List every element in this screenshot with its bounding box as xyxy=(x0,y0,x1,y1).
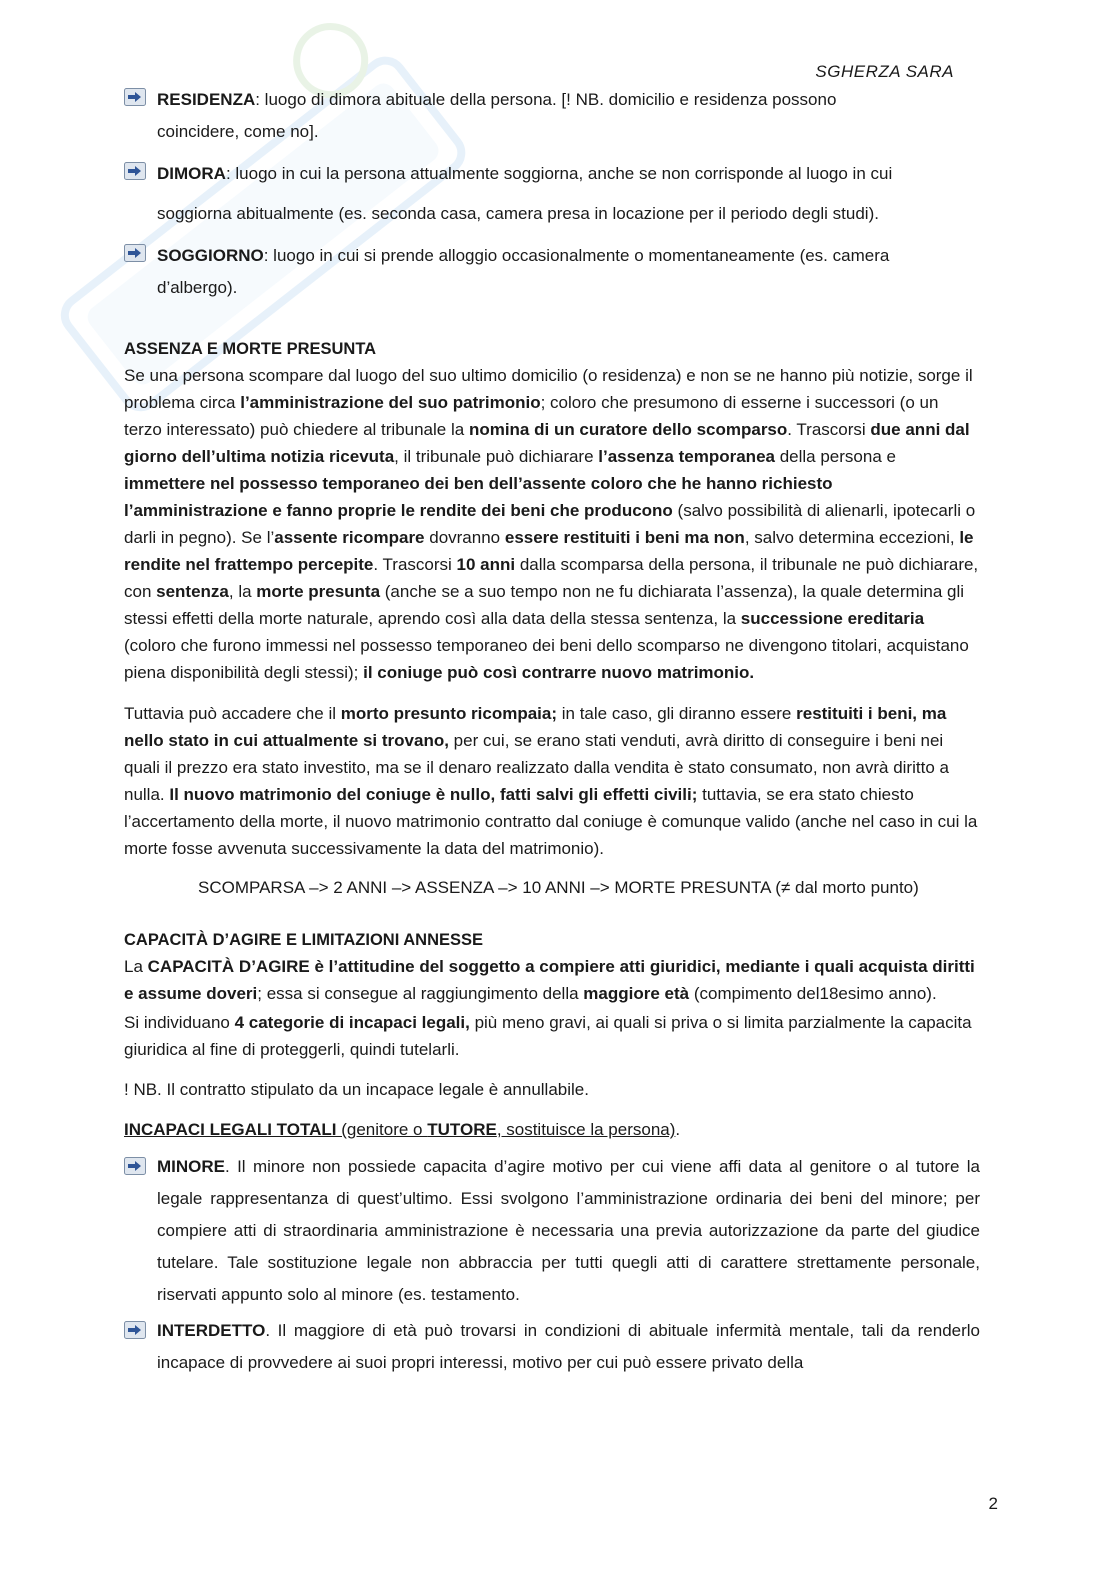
paragraph-assenza-1: Se una persona scompare dal luogo del suo ultimo domicilio (o residenza) e non se ne hanno più notizie, sorge il problema circa l’amministrazione del suo patrimonio; coloro che presumono di esserne i successori (o un terzo interessato) può chiedere al tribunale la nomina di un curatore dello scomparso. Trascorsi due anni dal giorno dell’ultima notizia ricevuta, il tribunale può dichiarare l’assenza temporanea della persona e immettere nel possesso temporaneo dei ben dell’assente coloro che he hanno richiesto l’amministrazione e fanno proprie le rendite dei beni che producono (salvo possibilità di alienarli, ipotecarli o darli in pegno). Se l’assente ricompare dovranno essere restituiti i beni ma non, salvo determina eccezioni, le rendite nel frattempo percepite. Trascorsi 10 anni dalla scomparsa della persona, il tribunale ne può dichiarare, con sentenza, la morte presunta (anche se a suo tempo non ne fu dichiarata l’assenza), la quale determina gli stessi effetti della morte naturale, aprendo così alla data della stessa sentenza, la successione ereditaria (coloro che furono immessi nel possesso temporaneo dei beni dello scomparso ne divengono titolari, acquistano piena disponibilità degli stessi); il coniuge può così contrarre nuovo matrimonio. xyxy=(124,366,979,682)
definition-line-2: coincidere, come no]. xyxy=(157,122,319,141)
term: SOGGIORNO xyxy=(157,246,264,265)
main-content xyxy=(124,84,980,1379)
bullet-minore xyxy=(124,1153,980,1311)
bullet-interdetto xyxy=(124,1317,980,1379)
definition: . Il maggiore di età può trovarsi in condizioni di abituale infermità mentale, tali da renderlo incapace di provvedere ai suoi propri interessi, motivo per cui può essere privato della xyxy=(157,1321,980,1372)
flow-summary: SCOMPARSA –> 2 ANNI –> ASSENZA –> 10 ANNI –> MORTE PRESUNTA (≠ dal morto punto) xyxy=(198,878,919,897)
section-heading-assenza: ASSENZA E MORTE PRESUNTA xyxy=(124,340,377,358)
arrow-right-icon xyxy=(124,162,146,180)
arrow-right-icon xyxy=(124,244,146,262)
header-author: SGHERZA SARA xyxy=(815,62,954,81)
bullet-soggiorno xyxy=(124,240,980,304)
paragraph-capacita-2: Si individuano 4 categorie di incapaci legali, più meno gravi, ai quali si priva o si limita parzialmente la capacita giuridica al fine di proteggerli, quindi tutelarli. xyxy=(124,1013,972,1059)
page-number: 2 xyxy=(988,1494,998,1513)
definition-line-2: soggiorna abitualmente (es. seconda casa, camera presa in locazione per il periodo degli studi). xyxy=(157,204,879,223)
bullet-residenza xyxy=(124,84,980,148)
incapaci-totali-line: INCAPACI LEGALI TOTALI (genitore o TUTORE, sostituisce la persona). xyxy=(124,1120,681,1139)
term: DIMORA xyxy=(157,164,226,183)
paragraph-assenza-2: Tuttavia può accadere che il morto presunto ricompaia; in tale caso, gli diranno essere restituiti i beni, ma nello stato in cui attualmente si trovano, per cui, se erano stati venduti, avrà diritto di conseguire i beni nei quali il prezzo era stato investito, ma se il denaro realizzato dalla vendita è stato consumato, non avrà diritto a nulla. Il nuovo matrimonio del coniuge è nullo, fatti salvi gli effetti civili; tuttavia, se era stato chiesto l’accertamento della morte, il nuovo matrimonio contratto dal coniuge è comunque valido (anche nel caso in cui la morte fosse avvenuta successivamente la data del matrimonio). xyxy=(124,704,978,858)
note-contratto: ! NB. Il contratto stipulato da un incapace legale è annullabile. xyxy=(124,1080,589,1099)
arrow-right-icon xyxy=(124,1157,146,1175)
term: MINORE xyxy=(157,1157,225,1176)
definition-line-2: d’albergo). xyxy=(157,278,238,297)
definition-line-1: : luogo in cui si prende alloggio occasionalmente o momentaneamente (es. camera xyxy=(263,246,890,265)
definition: . Il minore non possiede capacita d’agire motivo per cui viene affi data al genitore o al tutore la legale rappresentanza di quest’ultimo. Essi svolgono l’amministrazione ordinaria dei beni del minore; per compiere atti di straordinaria amministrazione è necessaria una previa autorizzazione da parte del giudice tutelare. Tale sostituzione legale non abbraccia per tutti quegli atti di carattere strettamente personale, riservati appunto solo al minore (es. testamento. xyxy=(157,1157,980,1304)
arrow-right-icon xyxy=(124,88,146,106)
paragraph-capacita-1: La CAPACITÀ D’AGIRE è l’attitudine del soggetto a compiere atti giuridici, mediante i quali acquista diritti e assume doveri; essa si consegue al raggiungimento della maggiore età (compimento del18esimo anno). xyxy=(124,957,975,1003)
arrow-right-icon xyxy=(124,1321,146,1339)
section-heading-capacita: CAPACITÀ D’AGIRE E LIMITAZIONI ANNESSE xyxy=(124,931,484,949)
definition-line-1: : luogo in cui la persona attualmente soggiorna, anche se non corrisponde al luogo in cui xyxy=(225,164,893,183)
term: INTERDETTO xyxy=(157,1321,266,1340)
bullet-dimora xyxy=(124,158,980,234)
term: RESIDENZA xyxy=(157,90,256,109)
definition-line-1: : luogo di dimora abituale della persona. [! NB. domicilio e residenza possono xyxy=(255,90,837,109)
